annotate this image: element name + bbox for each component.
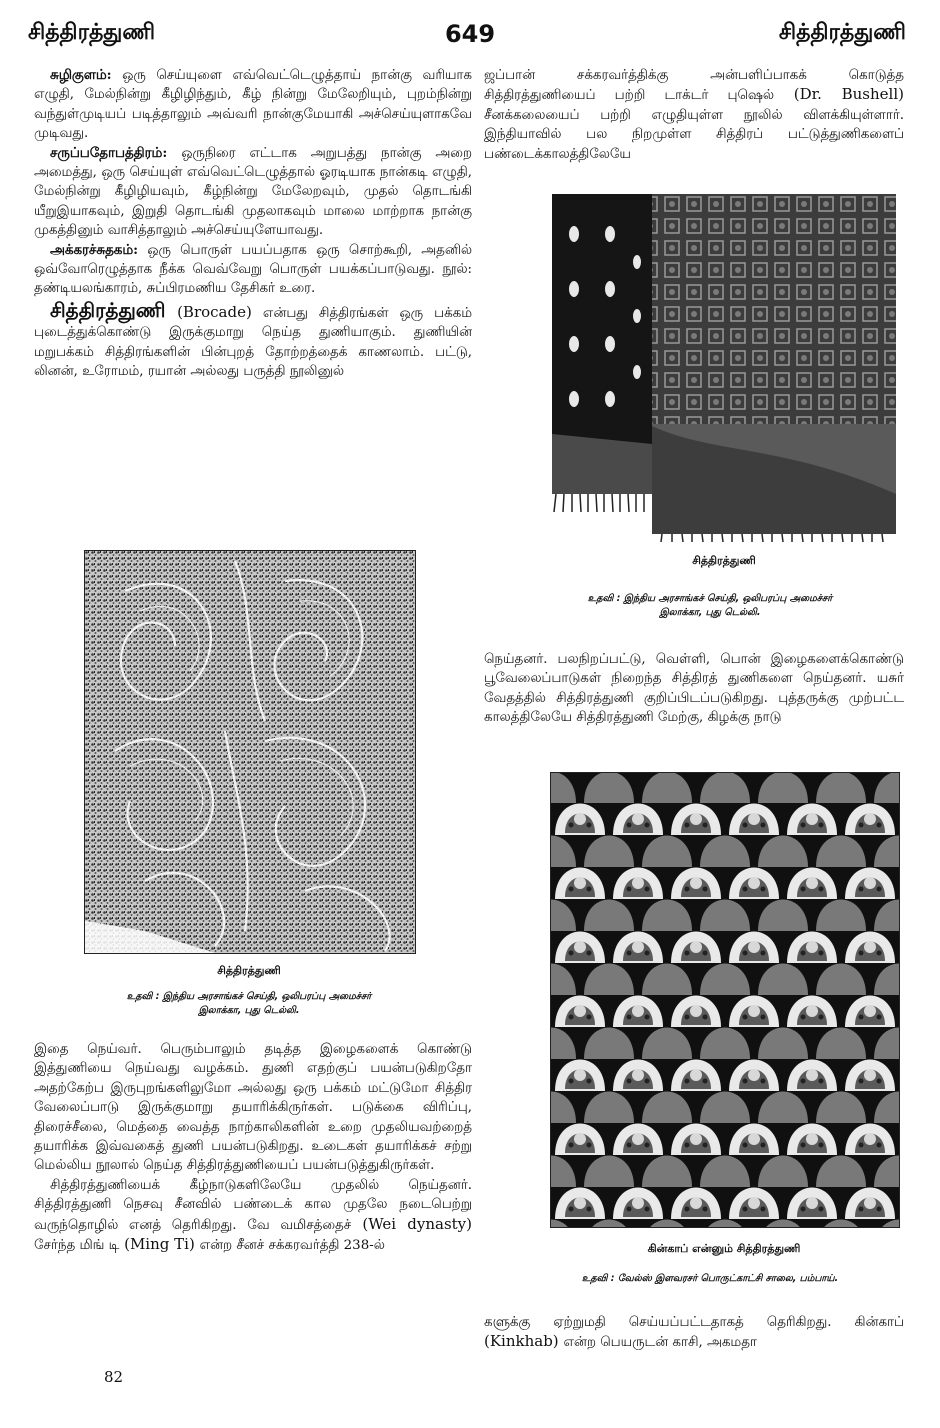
right-paragraph-1 (484, 66, 904, 164)
right-column-middle (484, 650, 904, 728)
entry-term: சுழிகுளம்: (50, 67, 112, 83)
folio-number: 82 (104, 1368, 124, 1386)
entry-suzhikulam (34, 66, 472, 144)
running-head-left: சித்திரத்துணி (28, 20, 156, 45)
page-number: 649 (444, 20, 496, 48)
figure-2-credit-line-1: உதவி : இந்திய அரசாங்கச் செய்தி, ஒலிபரப்பு அமைச்சர் (587, 593, 833, 604)
figure-paisley-brocade (84, 550, 416, 954)
entry-latin-term: (Brocade) (165, 302, 252, 321)
entry-latin-term: (Wei dynasty) (351, 1214, 472, 1233)
left-column-bottom (34, 1040, 472, 1255)
figure-2-credit-line-2: இலாக்கா, புது டெல்லி. (659, 607, 761, 618)
entry-latin-term: (Kinkhab) (484, 1332, 564, 1351)
entry-brocade-continued (34, 1040, 472, 1176)
entry-text: சேர்ந்த மிங் டி (34, 1238, 120, 1254)
paisley-pattern-image (85, 551, 415, 953)
dark-brocade-image (552, 194, 896, 542)
left-column-top (34, 66, 472, 382)
entry-latin-term: (Dr. Bushell) (774, 85, 904, 104)
figure-3-caption: கின்காப் என்னும் சித்திரத்துணி (647, 1242, 801, 1255)
entry-brocade-history (34, 1176, 472, 1256)
entry-headword: சித்திரத்துணி (50, 297, 166, 322)
entry-akkarachuthakam (34, 241, 472, 299)
entry-text: என்ற சீனச் சக்கரவர்த்தி 238-ல் (199, 1238, 385, 1254)
entry-latin-term: (Ming Ti) (119, 1235, 200, 1254)
entry-text: என்ற பெயருடன் காசி, அகமதா (563, 1335, 757, 1351)
running-head-right: சித்திரத்துணி (778, 20, 906, 45)
right-column-bottom (484, 1312, 904, 1353)
figure-kinkhab-brocade (550, 772, 900, 1228)
right-column-top (484, 66, 904, 164)
entry-text: ஒரு பொருள் பயப்பதாக ஒரு சொற்கூறி, அதனில் ஒவ்வோரெழுத்தாக நீக்க வெவ்வேறு பொருள் பயக்கப்பாடுவது. நூல்: தண்டியலங்காரம், சுப்பிரமணிய தேசிகர் உரை. (34, 242, 472, 297)
figure-1-credit-line-1: உதவி : இந்திய அரசாங்கச் செய்தி, ஒலிபரப்பு அமைச்சர் (126, 991, 372, 1002)
entry-text: ஒருநிரை எட்டாக அறுபத்து நான்கு அறை அமைத்து, ஒரு செய்யுள் எவ்வெட்டெழுத்தால் ஓரடியாக நான்கடி எழுதி, மேல்நின்று கீழிழியவும், கீழ்நின்று மேலேறவும், முதல் தொடங்கி யீறுஇயாகவும், இறுதி தொடங்கி முதலாகவும் மாலை மாற்றாக நான்கு முகத்தினும் வாசித்தாலும் அச்செய்யுளேயாவது. (34, 145, 472, 239)
entry-term: அக்கரச்சுதகம்: (50, 241, 139, 258)
kinkhab-pattern-image (551, 773, 899, 1227)
figure-1-credit-line-2: இலாக்கா, புது டெல்லி. (198, 1005, 300, 1016)
entry-text: ஜப்பான் சக்கரவர்த்திக்கு அன்பளிப்பாகக் கொடுத்த சித்திரத்துணியைப் பற்றி டாக்டர் புஷெல் (484, 68, 904, 104)
figure-2-caption: சித்திரத்துணி (692, 554, 756, 567)
right-paragraph-3 (484, 1312, 904, 1353)
entry-term: சருப்பதோபத்திரம்: (50, 144, 168, 161)
entry-text: இதை நெய்வர். பெரும்பாலும் தடித்த இழைகளைக் கொண்டு இத்துணியை நெய்வது வழக்கம். துணி எதற்குப் பயன்படுகிறதோ அதற்கேற்ப இருபுறங்களிலுமோ அல்லது ஒரு பக்கம் மட்டுமோ சித்திர வேலைப்பாடு இருக்குமாறு தயாரிக்கிருர்கள். படுக்கை விரிப்பு, திரைச்சீலை, மெத்தை வைத்த நாற்காலிகளின் உறை முதலியவற்றைத் தயாரிக்க இவ்வகைத் துணி பயன்படுகிறது. உடைகள் தயாரிக்கச் சற்று மெல்லிய நூலால் நெய்த சித்திரத்துணியைப் பயன்படுத்துகிருர்கள். (34, 1042, 472, 1174)
entry-text: ஒரு செய்யுளை எவ்வெட்டெழுத்தாய் நான்கு வரியாக எழுதி, மேல்நின்று கீழிழிந்தும், கீழ் நின்று மேலேறியும், புறம்நின்று வந்துள்முடியப் படித்தாலும் அவ்வரி நான்குமேயாகி அச்செய்யுளாகவே முடிவது. (34, 68, 472, 142)
figure-1-caption: சித்திரத்துணி (217, 964, 281, 977)
figure-dark-brocade (552, 194, 896, 542)
entry-saruppathobaththiram (34, 144, 472, 241)
entry-text: சித்திரத்துணியைக் கீழ்நாடுகளிலேயே முதலில் நெய்தனர். சித்திரத்துணி நெசவு சீனவில் பண்டைக் கால முதலே நடைபெற்று வருந்தொழில் எனத் தெரிகிறது. வே வமிசத்தைச் (34, 1177, 472, 1233)
entry-text: நெய்தனர். பலநிறப்பட்டு, வெள்ளி, பொன் இழைகளைக்கொண்டு பூவேலைப்பாடுகள் நிறைந்த சித்திரத் துணிகளை நெய்தனர். யசுர் வேதத்தில் சித்திரத்துணி குறிப்பிடப்படுகிறது. புத்தருக்கு முற்பட்ட காலத்திலேயே சித்திரத்துணி மேற்கு, கிழக்கு நாடு (484, 652, 904, 726)
figure-3-credit: உதவி : வேல்ஸ் இளவரசர் பொருட்காட்சி சாலை, பம்பாய். (581, 1273, 839, 1284)
entry-brocade (34, 297, 472, 382)
entry-text: சீனக்கலையைப் பற்றி எழுதியுள்ள நூலில் விளக்கியுள்ளார். இந்தியாவில் பல நிறமுள்ள சித்திரப் பட்டுத்துணிகளைப் பண்டைக்காலத்திலேயே (484, 107, 904, 162)
entry-text: களுக்கு ஏற்றுமதி செய்யப்பட்டதாகத் தெரிகிறது. கின்காப் (484, 1315, 904, 1330)
right-paragraph-2 (484, 650, 904, 728)
entry-text: என்பது சித்திரங்கள் ஒரு பக்கம் புடைத்துக்கொண்டு இருக்குமாறு நெய்த துணியாகும். துணியின் மறுபக்கம் சித்திரங்களின் பின்புறத் தோற்றத்தைக் காணலாம். பட்டு, லினன், உரோமம், ரயான் அல்லது பருத்தி நூலினுல் (34, 305, 472, 380)
